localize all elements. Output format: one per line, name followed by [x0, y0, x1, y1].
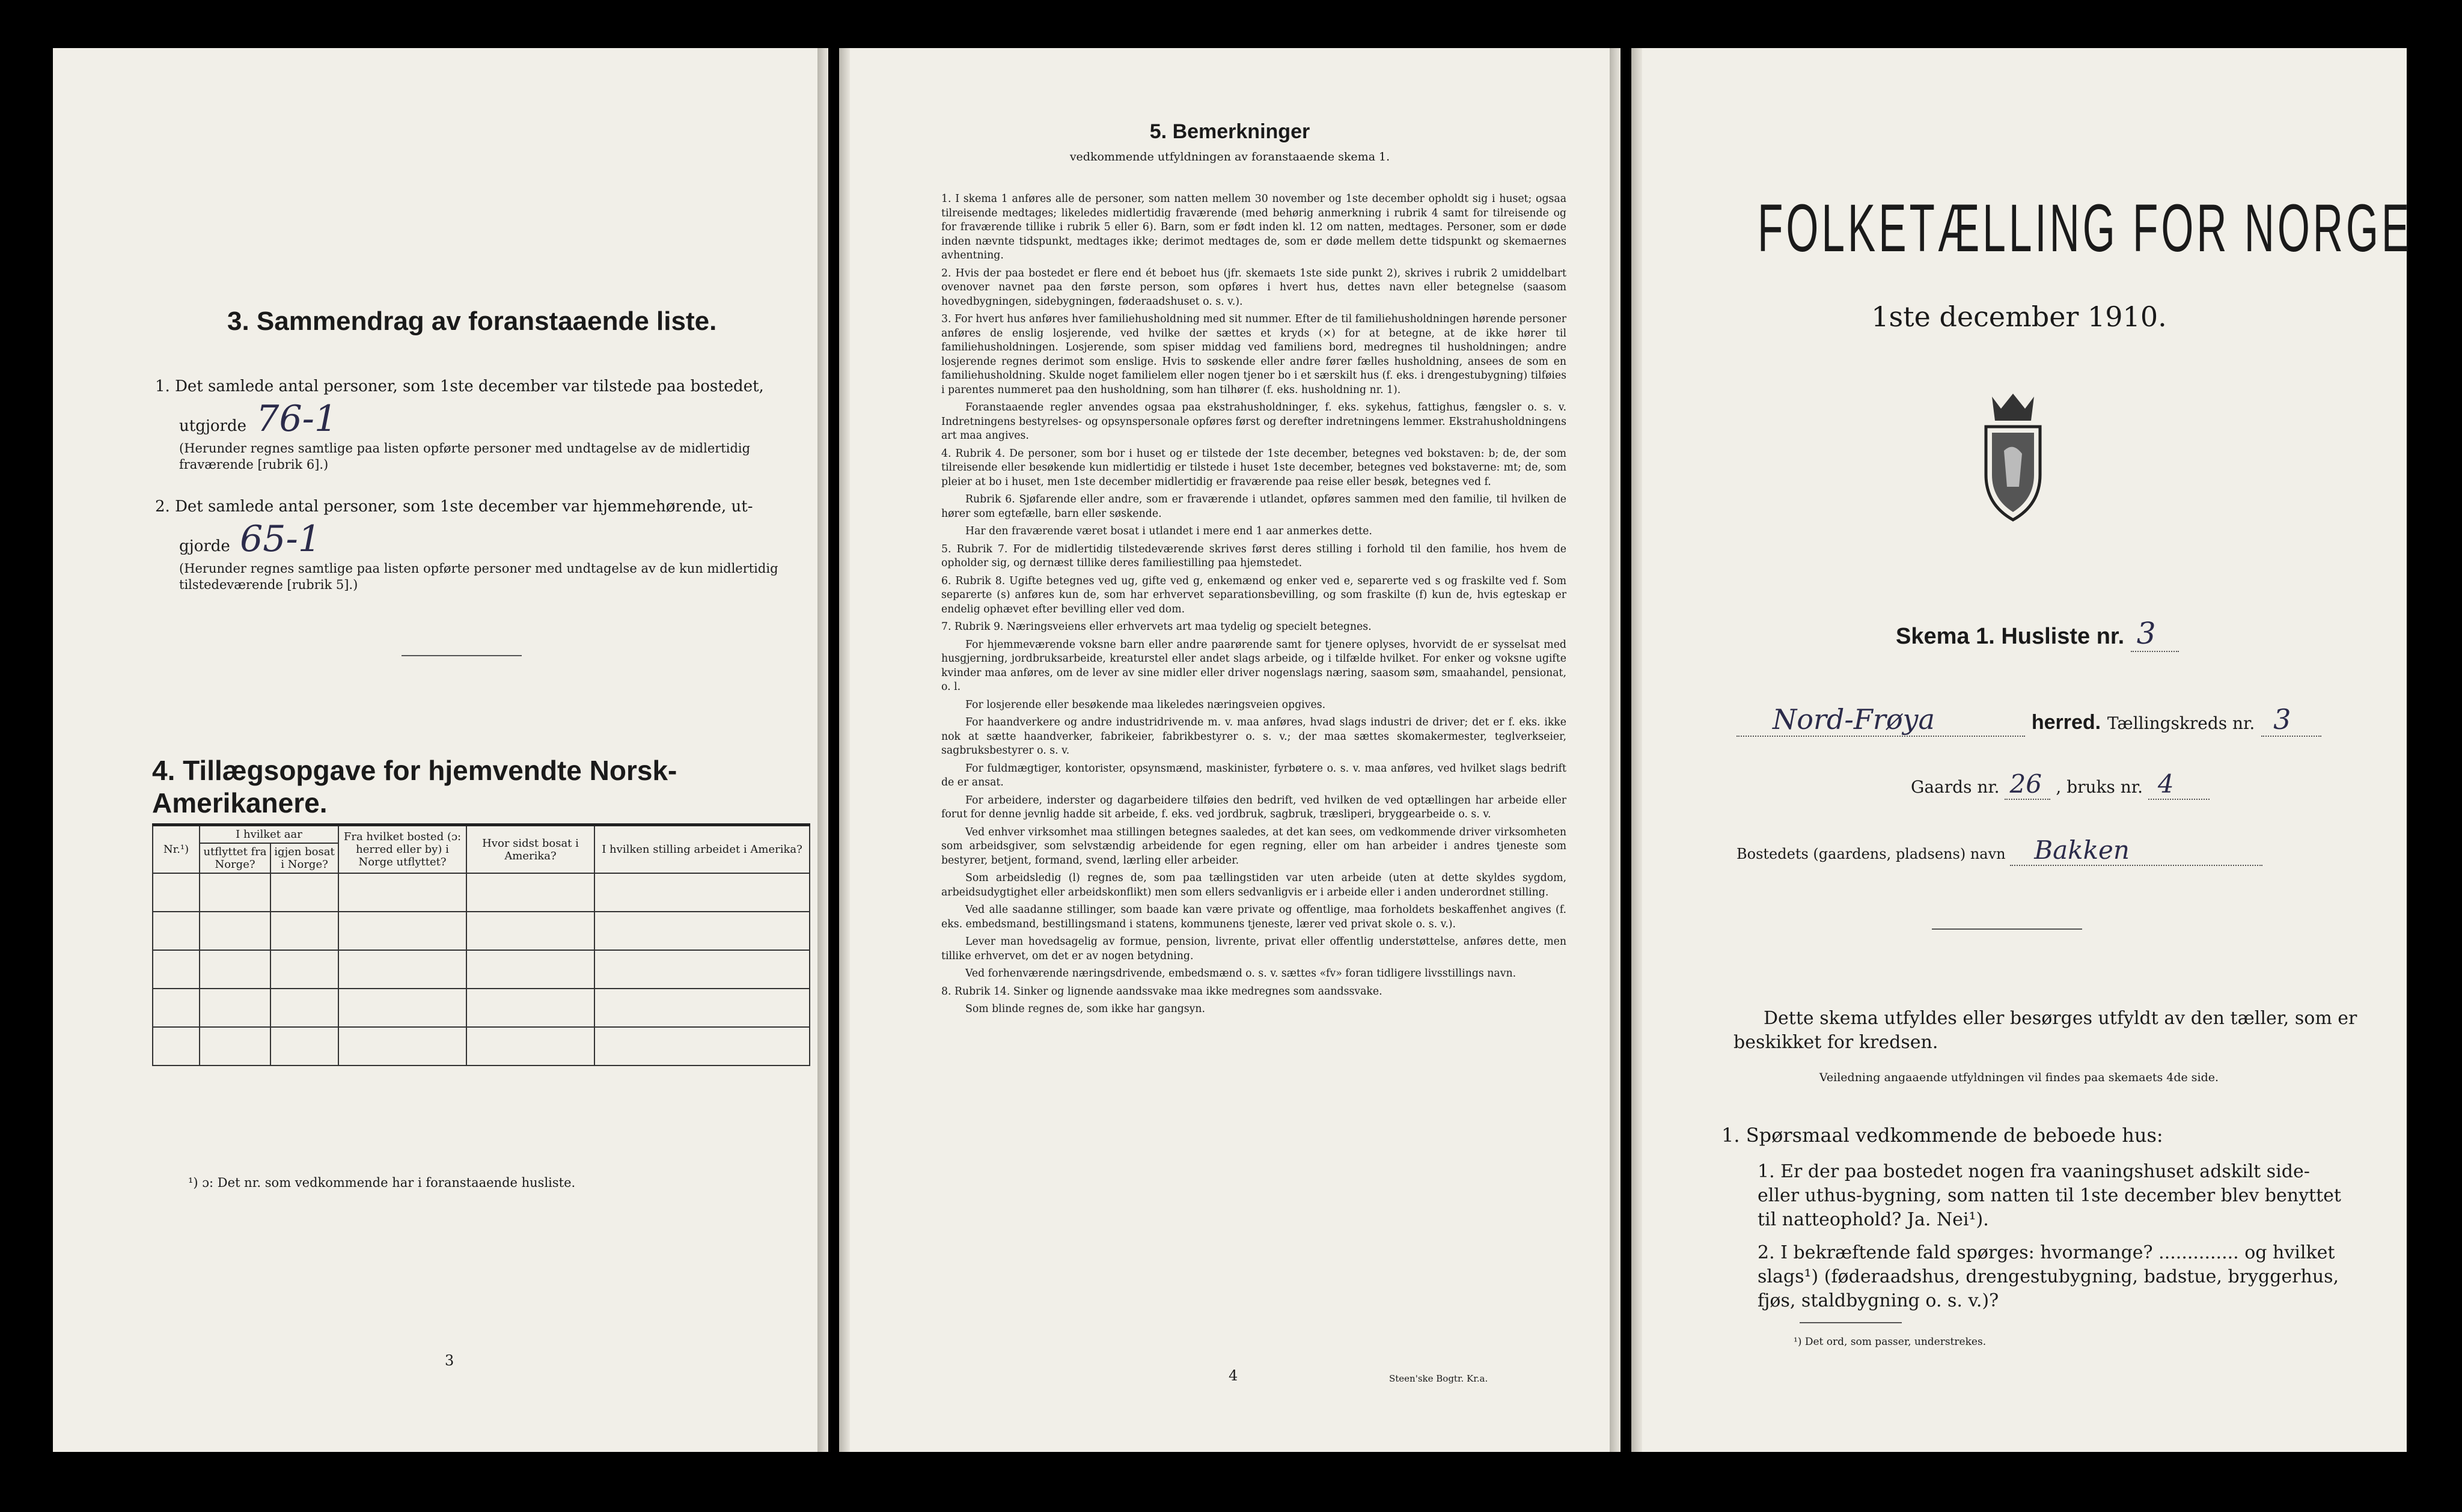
remark-item: Som arbeidsledig (l) regnes de, som paa tællingstiden var uten arbeide (uten at dette skyldes sygdom, arbeidsudygtighet eller arbeidskonflikt) men som ellers sedvanligvis er i arbeide eller i anden underordnet stilling. [941, 872, 1566, 898]
summary-item-1 [155, 376, 810, 473]
bruks-label: , bruks nr. [2056, 777, 2143, 797]
table-row [153, 873, 810, 912]
ornament-divider [1932, 928, 2082, 930]
herred-value: Nord-Frøya [1737, 703, 2025, 737]
remark-item: Lever man hovedsagelig av formue, pension, livrente, privat eller offentlig understøttelse, anføres dette, men tillike erhvervet, om det er av nogen betydning. [941, 936, 1566, 962]
remark-item: Ved enhver virksomhet maa stillingen betegnes saaledes, at det kan sees, om vedkommende driver virksomheten som arbeidsgiver, som selvstændig arbeidende for egen regning, eller om han arbeider i andres tjeneste som bestyrer, betjent, formand, svend, lærling eller arbeider. [941, 826, 1566, 867]
summary-item-1-prefix: utgjorde [179, 417, 247, 435]
gaards-value: 26 [2005, 769, 2050, 800]
questions-heading: 1. Spørsmaal vedkommende de beboede hus: [1721, 1124, 2163, 1147]
herred-line [1737, 703, 2321, 737]
norsk-amerikanere-table [152, 823, 810, 1066]
col-group-year: I hvilket aar [200, 825, 338, 844]
bosted-label: Bostedets (gaardens, pladsens) navn [1737, 846, 2006, 862]
table-row [153, 912, 810, 950]
remark-item: For hjemmeværende voksne barn eller andre paarørende samt for tjenere oplyses, hvorvidt de er sysselsat med husgjerning, jordbruksarbeide, kreaturstel eller andet slags arbeide, og i tilfælde hvilket. For enker og voksne ugifte kvinder maa anføres, om de lever av sine midler eller driver nogenslags næring, saasom søm, smaahandel, pensionat, o. l. [941, 638, 1566, 693]
front-footnote: ¹) Det ord, som passer, understrekes. [1794, 1336, 1987, 1348]
question-1: 1. Er der paa bostedet nogen fra vaaningshuset adskilt side- eller uthus-bygning, som natten til 1ste december blev benyttet til natteophold? Ja. Nei¹). [1758, 1161, 2341, 1230]
census-page-4 [839, 48, 1620, 1452]
remark-item: For fuldmægtiger, kontorister, opsynsmænd, maskinister, fyrbøtere o. s. v. maa anføres, ved hvilket slags bedrift de er ansat. [941, 762, 1566, 788]
printer-mark: Steen'ske Bogtr. Kr.a. [1389, 1373, 1488, 1384]
summary-item-1-value: 76-1 [256, 398, 338, 440]
divider [402, 655, 522, 656]
kreds-value: 3 [2261, 703, 2321, 737]
remark-item: Foranstaaende regler anvendes ogsaa paa ekstrahusholdninger, f. eks. sykehus, fattighus, fængsler o. s. v. Indretningens bestyrelses- og opsynspersonale opføres først og derefter indretningens lemmer. Ekstrahusholdningens art maa angives. [941, 401, 1566, 442]
table-row [153, 989, 810, 1027]
section-4-title: 4. Tillægsopgave for hjemvendte Norsk-Amerikanere. [152, 755, 677, 818]
summary-item-2-prefix: gjorde [179, 537, 230, 555]
summary-item-2 [155, 496, 810, 593]
remark-item: For arbeidere, inderster og dagarbeidere tilføies den bedrift, ved hvilken de ved optællingen har arbeide eller forut for denne jevnlig hadde sit arbeide, f. eks. ved jordbruk, sagbruk, træsliperi, bryggearbeide o. s. v. [941, 794, 1566, 820]
remark-item: For haandverkere og andre industridrivende m. v. maa anføres, hvad slags industri de driver; det er f. eks. ikke nok at sætte haandverker, fabrikeier, fabrikbestyrer o. s. v.; der maa sættes skomakermester, teglverkseier, sagbruksbestyrer o. s. v. [941, 716, 1566, 757]
page-number: 3 [445, 1352, 454, 1369]
remark-item: Ved forhenværende næringsdrivende, embedsmænd o. s. v. sættes «fv» foran tidligere livsstillings navn. [965, 968, 1517, 980]
bosted-value: Bakken [2010, 835, 2262, 866]
summary-item-1-text: 1. Det samlede antal personer, som 1ste december var tilstede paa bostedet, [155, 377, 764, 395]
page-fold [1631, 48, 1642, 1452]
census-date: 1ste december 1910. [1871, 300, 2167, 333]
norway-coat-of-arms-icon [1968, 385, 2058, 523]
remark-item: 1. I skema 1 anføres alle de personer, som natten mellem 30 november og 1ste december opholdt sig i huset; ogsaa tilreisende medtages; likeledes midlertidig fraværende (med behørig anmerkning i rubrik 4 samt for tilreisende og for fraværende tillike i rubrik 5 eller 6). Barn, som er født inden kl. 12 om natten, medtages. Personer, som er døde inden nævnte tidspunkt, medtages ikke; derimot medtages de, som er døde mellem dette tidspunkt og skemaernes avhentning. [941, 193, 1566, 261]
col-nr: Nr.¹) [153, 825, 200, 874]
col-last: Hvor sidst bosat i Amerika? [466, 825, 594, 874]
page-number: 4 [1229, 1367, 1238, 1384]
remark-item: For losjerende eller besøkende maa likeledes næringsveien opgives. [965, 698, 1326, 711]
bruks-value: 4 [2148, 769, 2210, 800]
col-returned: igjen bosat i Norge? [270, 843, 338, 873]
remark-item: 4. Rubrik 4. De personer, som bor i huset og er tilstede der 1ste december, betegnes ved bokstaven: b; de, der som tilreisende eller besøkende kun midlertidig er tilstede i huset 1ste december, betegnes ved bokstaverne: mt; de, som pleier at bo i huset, men 1ste december midlertidig er fraværende paa reise eller besøk, betegnes ved f. [941, 447, 1566, 488]
section-3-title: 3. Sammendrag av foranstaaende liste. [227, 306, 717, 336]
bosted-line [1737, 835, 2262, 866]
remark-item: 8. Rubrik 14. Sinker og lignende aandssvake maa ikke medregnes som aandssvake. [941, 985, 1382, 998]
skema-line [1896, 616, 2179, 652]
remark-item: Ved alle saadanne stillinger, som baade kan være private og offentlige, maa forholdets beskaffenhet angives (f. eks. embedsmand, bestillingsmand i statens, kommunens tjeneste, lærer ved privat skole o. s. v.). [941, 904, 1566, 930]
remarks-list [941, 192, 1566, 1020]
census-front-page [1631, 48, 2413, 1452]
remark-item: Har den fraværende været bosat i utlandet i mere end 1 aar anmerkes dette. [965, 525, 1372, 537]
remark-item: Rubrik 6. Sjøfarende eller andre, som er fraværende i utlandet, opføres sammen med den familie, til hvilken de hører som egtefælle, barn eller søskende. [941, 493, 1566, 520]
husliste-number: 3 [2131, 616, 2179, 652]
col-position: I hvilken stilling arbeidet i Amerika? [594, 825, 810, 874]
herred-label: herred. [2031, 711, 2101, 734]
page-fold-right [1610, 48, 1620, 1452]
remark-item: Som blinde regnes de, som ikke har gangsyn. [965, 1003, 1206, 1015]
remark-item: 5. Rubrik 7. For de midlertidig tilstedeværende skrives først deres stilling i forhold til den familie, hos hvem de opholder sig, og dernæst tillike deres familiestilling paa hjemstedet. [941, 543, 1566, 569]
page-fold [817, 48, 828, 1452]
remark-item: 6. Rubrik 8. Ugifte betegnes ved ug, gifte ved g, enkemænd og enker ved e, separerte ved s og fraskilte ved f. Som separerte (s) anføres kun de, som har erhvervet separationsbevilling, og som fraskilte (f) kun de, hvis egteskap er endelig ophævet efter bevilling eller ved dom. [941, 575, 1566, 615]
remarks-subtitle: vedkommende utfyldningen av foranstaaende skema 1. [1069, 150, 1390, 163]
census-page-3 [53, 48, 828, 1452]
col-emigrated: utflyttet fra Norge? [200, 843, 270, 873]
question-2: 2. I bekræftende fald spørges: hvormange? .............. og hvilket slags¹) (føderaadshus, drengestubygning, badstue, bryggerhus, fjøs, staldbygning o. s. v.)? [1758, 1242, 2339, 1311]
col-from: Fra hvilket bosted (ɔ: herred eller by) i Norge utflyttet? [338, 825, 466, 874]
table-footnote: ¹) ɔ: Det nr. som vedkommende har i foranstaaende husliste. [188, 1175, 576, 1190]
instruction-1: Dette skema utfyldes eller besørges utfyldt av den tæller, som er beskikket for kredsen. [1733, 1008, 2357, 1053]
remark-item: 2. Hvis der paa bostedet er flere end ét beboet hus (jfr. skemaets 1ste side punkt 2), skrives i rubrik 2 umiddelbart ovenover navnet paa den første person, som opføres i hvert hus, dettes navn eller betegnelse (saasom hovedbygningen, sidebygningen, føderaadshuset o. s. v.). [941, 267, 1566, 308]
gaards-line [1911, 769, 2210, 800]
kreds-label: Tællingskreds nr. [2107, 713, 2255, 733]
census-title: FOLKETÆLLING FOR NORGE [1758, 191, 2413, 266]
remarks-title: 5. Bemerkninger [1149, 120, 1310, 143]
summary-item-2-text: 2. Det samlede antal personer, som 1ste december var hjemmehørende, ut- [155, 498, 753, 516]
instruction-2: Veiledning angaaende utfyldningen vil findes paa skemaets 4de side. [1819, 1071, 2219, 1084]
table-row [153, 1027, 810, 1065]
gaards-label: Gaards nr. [1911, 777, 2000, 797]
skema-label: Skema 1. Husliste nr. [1896, 624, 2125, 649]
table-row [153, 950, 810, 989]
summary-item-1-note: (Herunder regnes samtlige paa listen opførte personer med undtagelse av de midlertidig fraværende [rubrik 6].) [179, 441, 751, 472]
summary-item-2-note: (Herunder regnes samtlige paa listen opførte personer med undtagelse av de kun midlertidig tilstedeværende [rubrik 5].) [179, 561, 778, 592]
page-fold-left [839, 48, 850, 1452]
remark-item: 7. Rubrik 9. Næringsveiens eller erhvervets art maa tydelig og specielt betegnes. [941, 621, 1372, 633]
summary-item-2-value: 65-1 [240, 518, 321, 560]
divider [1800, 1322, 1902, 1323]
remark-item: 3. For hvert hus anføres hver familiehusholdning med sit nummer. Efter de til familiehusholdningen hørende personer anføres de enslig losjerende, ved hvilke der sættes et kryds (×) for at betegne, at de ikke hører til familiehusholdningen. Losjerende, som spiser middag ved familiens bord, medregnes til husholdningen; andre losjerende regnes derimot som enslige. Hvis to søskende eller andre fører fælles husholdning, ansees de som en familiehusholdning. Skulde noget familielem eller nogen tjener bo i et særskilt hus (f. eks. i drengestubygning) tilføies i parentes nummeret paa den husholdning, som han tilhører (f. eks. husholdning nr. 1). [941, 313, 1566, 396]
